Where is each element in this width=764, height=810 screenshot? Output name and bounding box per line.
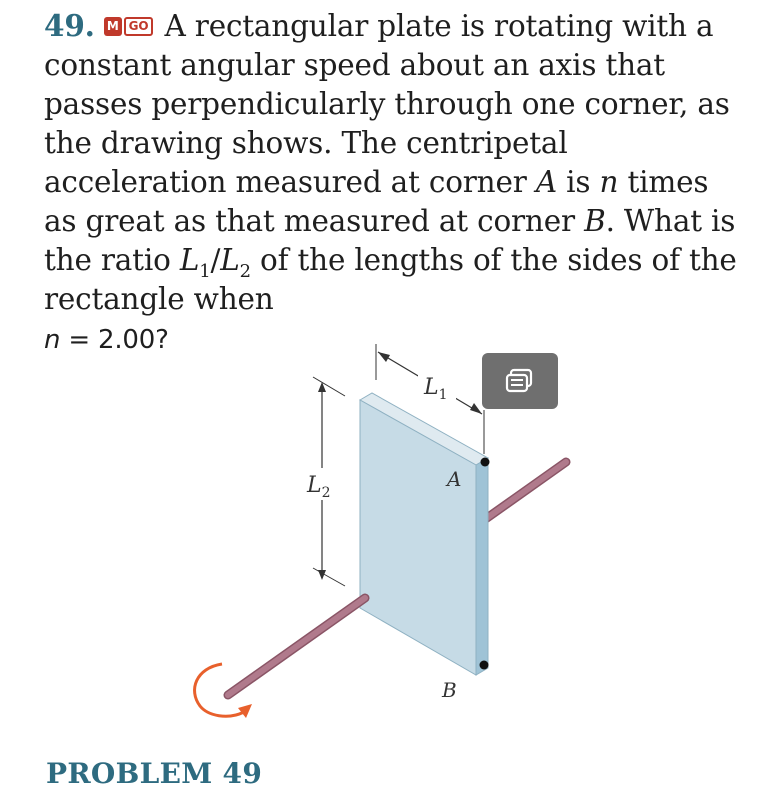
corner-a-point — [481, 458, 490, 467]
l1-label: $L_1$ — [424, 375, 448, 403]
problem-text-1: A rectangular plate is rotating with a constant angular speed about an axis that passes perpendicularly through one corner, as the drawing shows. The centripetal acceleration measured at corner — [44, 9, 730, 199]
problem-text-5: of the lengths of the sides of the rectangle when — [44, 243, 737, 316]
corner-b-point — [480, 661, 489, 670]
var-a: A — [535, 165, 557, 199]
rectangular-plate-side — [476, 458, 488, 675]
l2-label: $L_2$ — [307, 473, 331, 501]
ratio-l1: $L_1$ — [179, 243, 211, 282]
m-badge: M — [104, 17, 122, 36]
problem-number: 49. — [44, 8, 95, 43]
corner-a-label: A — [447, 467, 462, 491]
ratio-slash: / — [210, 243, 221, 277]
problem-statement — [44, 6, 744, 360]
var-b: B — [584, 204, 606, 238]
problem-text-3: times as great as that measured at corner — [44, 165, 709, 238]
expand-image-button[interactable] — [482, 353, 558, 409]
corner-b-label: B — [442, 678, 457, 702]
n-condition: n = 2.00? — [44, 325, 169, 355]
problem-text-2: is — [556, 165, 600, 199]
go-badge: GO — [124, 17, 154, 36]
rotating-plate-figure — [0, 330, 764, 730]
ratio-l2: $L_2$ — [220, 243, 251, 282]
problem-text-4: . What is the ratio — [44, 204, 736, 277]
figure-caption: PROBLEM 49 — [46, 757, 263, 790]
expand-image-icon — [505, 368, 535, 394]
var-n: n — [599, 165, 619, 199]
